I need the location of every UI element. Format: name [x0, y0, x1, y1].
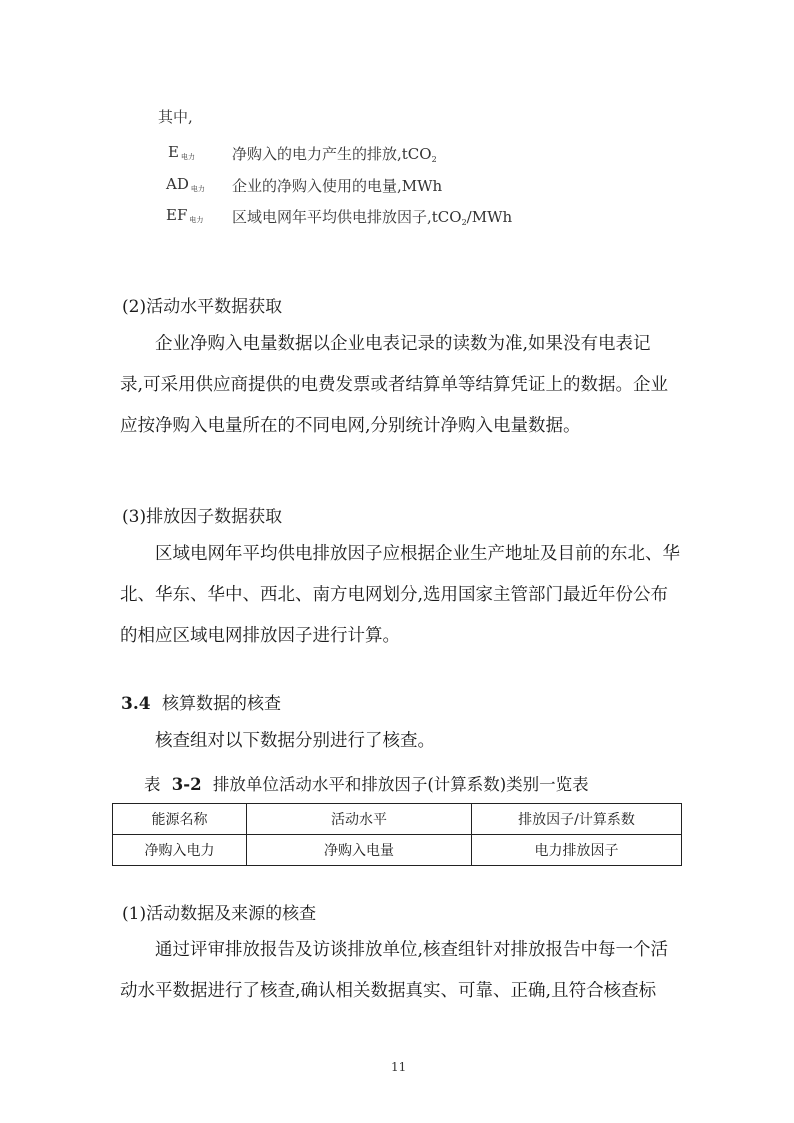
table-cell: 电力排放因子: [472, 835, 682, 866]
paragraph-line: 的相应区域电网排放因子进行计算。: [120, 626, 400, 646]
paragraph-emission-factor: [120, 534, 680, 657]
category-table: [112, 803, 682, 866]
formula-subscript: 电力: [180, 153, 195, 161]
formula-desc: 企业的净购入使用的电量,MWh: [232, 177, 443, 195]
paragraph-line: 企业净购入电量数据以企业电表记录的读数为准,如果没有电表记: [155, 334, 651, 354]
table-caption-prefix: 表: [144, 775, 161, 794]
paragraph-line: 区域电网年平均供电排放因子应根据企业生产地址及目前的东北、华: [155, 544, 680, 564]
section-heading-activity-data: (2)活动水平数据获取: [122, 297, 283, 317]
paragraph-activity-check: [120, 930, 668, 1012]
formula-desc-sub: 2: [431, 155, 437, 164]
formula-symbol: E: [168, 143, 179, 161]
table-cell: 净购入电力: [113, 835, 247, 866]
table-caption-text: 排放单位活动水平和排放因子(计算系数)类别一览表: [212, 775, 589, 794]
section-heading-3-4: [121, 689, 281, 714]
paragraph-activity-data: [120, 324, 668, 447]
formula-desc: 净购入的电力产生的排放,tCO: [232, 145, 432, 163]
table-header-cell: 活动水平: [247, 804, 472, 835]
table-header-row: [113, 804, 682, 835]
section-title: 核算数据的核查: [161, 694, 281, 714]
table-caption-number: 3-2: [171, 775, 202, 794]
formula-intro: 其中,: [158, 108, 193, 126]
formula-subscript: 电力: [189, 216, 204, 224]
formula-symbol: EF: [166, 206, 188, 224]
table-header-cell: 排放因子/计算系数: [472, 804, 682, 835]
section-heading-activity-check: (1)活动数据及来源的核查: [122, 904, 317, 924]
formula-desc: 区域电网年平均供电排放因子,tCO: [232, 208, 462, 226]
section-3-4-intro: 核查组对以下数据分别进行了核查。: [155, 731, 435, 751]
formula-desc-tail: /MWh: [466, 208, 513, 226]
paragraph-line: 录,可采用供应商提供的电费发票或者结算单等结算凭证上的数据。企业: [120, 375, 669, 395]
table-caption: [144, 771, 589, 795]
formula-subscript: 电力: [190, 185, 205, 193]
paragraph-line: 通过评审排放报告及访谈排放单位,核查组针对排放报告中每一个活: [155, 940, 669, 960]
formula-desc-sub: 2: [461, 218, 467, 227]
section-heading-emission-factor: (3)排放因子数据获取: [122, 507, 283, 527]
page-number: 11: [391, 1060, 407, 1074]
table-header-cell: 能源名称: [113, 804, 247, 835]
table-cell: 净购入电量: [247, 835, 472, 866]
table-row: [113, 835, 682, 866]
paragraph-line: 应按净购入电量所在的不同电网,分别统计净购入电量数据。: [120, 416, 581, 436]
section-number: 3.4: [121, 694, 151, 714]
paragraph-line: 动水平数据进行了核查,确认相关数据真实、可靠、正确,且符合核查标: [120, 981, 657, 1001]
formula-symbol: AD: [166, 175, 189, 193]
paragraph-line: 北、华东、华中、西北、南方电网划分,选用国家主管部门最近年份公布: [120, 585, 669, 605]
